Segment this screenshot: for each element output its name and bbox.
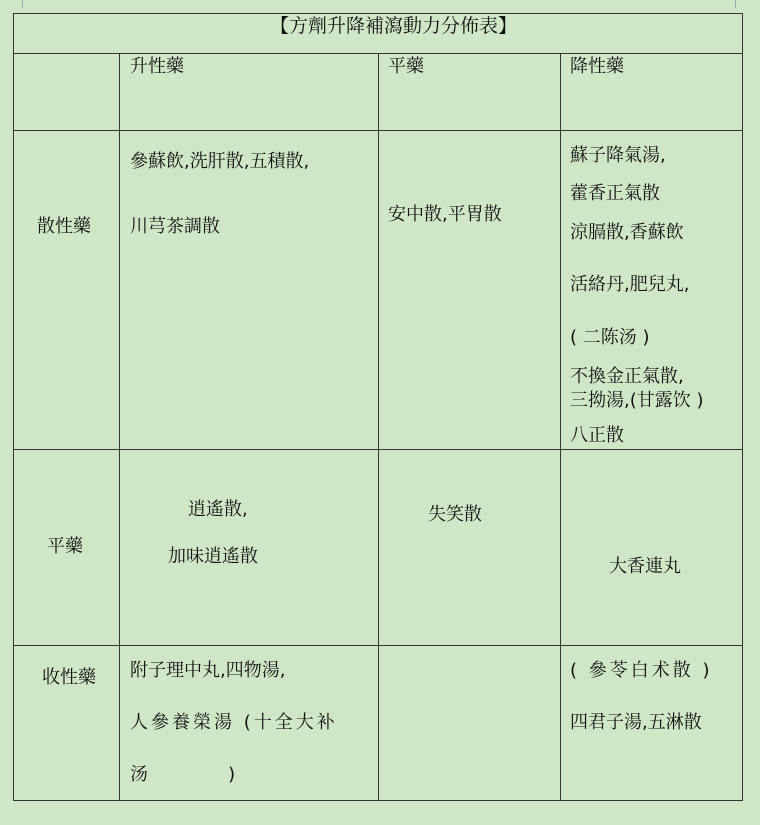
cell-disperse-fall-line: 八正散 [570,425,624,446]
header-neutral: 平藥 [388,56,424,77]
cell-astringe-rise-line: 汤 ) [130,764,236,785]
cell-neutral-rise-line: 逍遙散, [188,499,248,520]
column-divider-1 [119,53,120,801]
cell-disperse-fall-line: 活絡丹,肥兒丸, [570,274,690,295]
table-title: 【方劑升降補瀉動力分佈表】 [270,15,518,37]
cell-disperse-fall-line: ( 二陈汤 ) [570,327,650,348]
row-label-neutral: 平藥 [47,536,83,557]
column-divider-3 [560,53,561,801]
header-rise: 升性藥 [130,56,184,77]
cell-disperse-fall-line: 三拗湯,(甘露饮 ) [570,390,704,411]
cell-disperse-fall-line: 蘇子降氣湯, [570,145,666,166]
cell-disperse-fall-line: 不換金正氣散, [570,366,684,387]
cell-disperse-neutral-line: 安中散,平胃散 [388,204,502,225]
cell-astringe-rise-line: 附子理中丸,四物湯, [130,660,286,681]
cell-neutral-rise-line: 加味逍遙散 [168,546,258,567]
margin-mark-right [735,0,736,8]
row-label-astringe: 收性藥 [42,667,96,688]
cell-disperse-fall-line: 藿香正氣散 [570,183,660,204]
row-label-disperse: 散性藥 [37,216,91,237]
column-divider-2 [378,53,379,801]
cell-neutral-neutral-line: 失笑散 [428,504,482,525]
header-fall: 降性藥 [570,56,624,77]
cell-astringe-fall-line: ( 參苓白术散 ) [570,660,713,681]
cell-disperse-rise-line: 川芎茶調散 [130,216,220,237]
cell-neutral-fall-line: 大香連丸 [609,556,681,577]
margin-mark-left [22,0,23,8]
cell-disperse-fall-line: 涼膈散,香蘇飲 [570,222,684,243]
cell-astringe-fall-line: 四君子湯,五淋散 [570,712,702,733]
cell-astringe-rise-line: 人參養榮湯 (十全大补 [130,712,338,733]
cell-disperse-rise-line: 參蘇飲,洗肝散,五積散, [130,151,310,172]
